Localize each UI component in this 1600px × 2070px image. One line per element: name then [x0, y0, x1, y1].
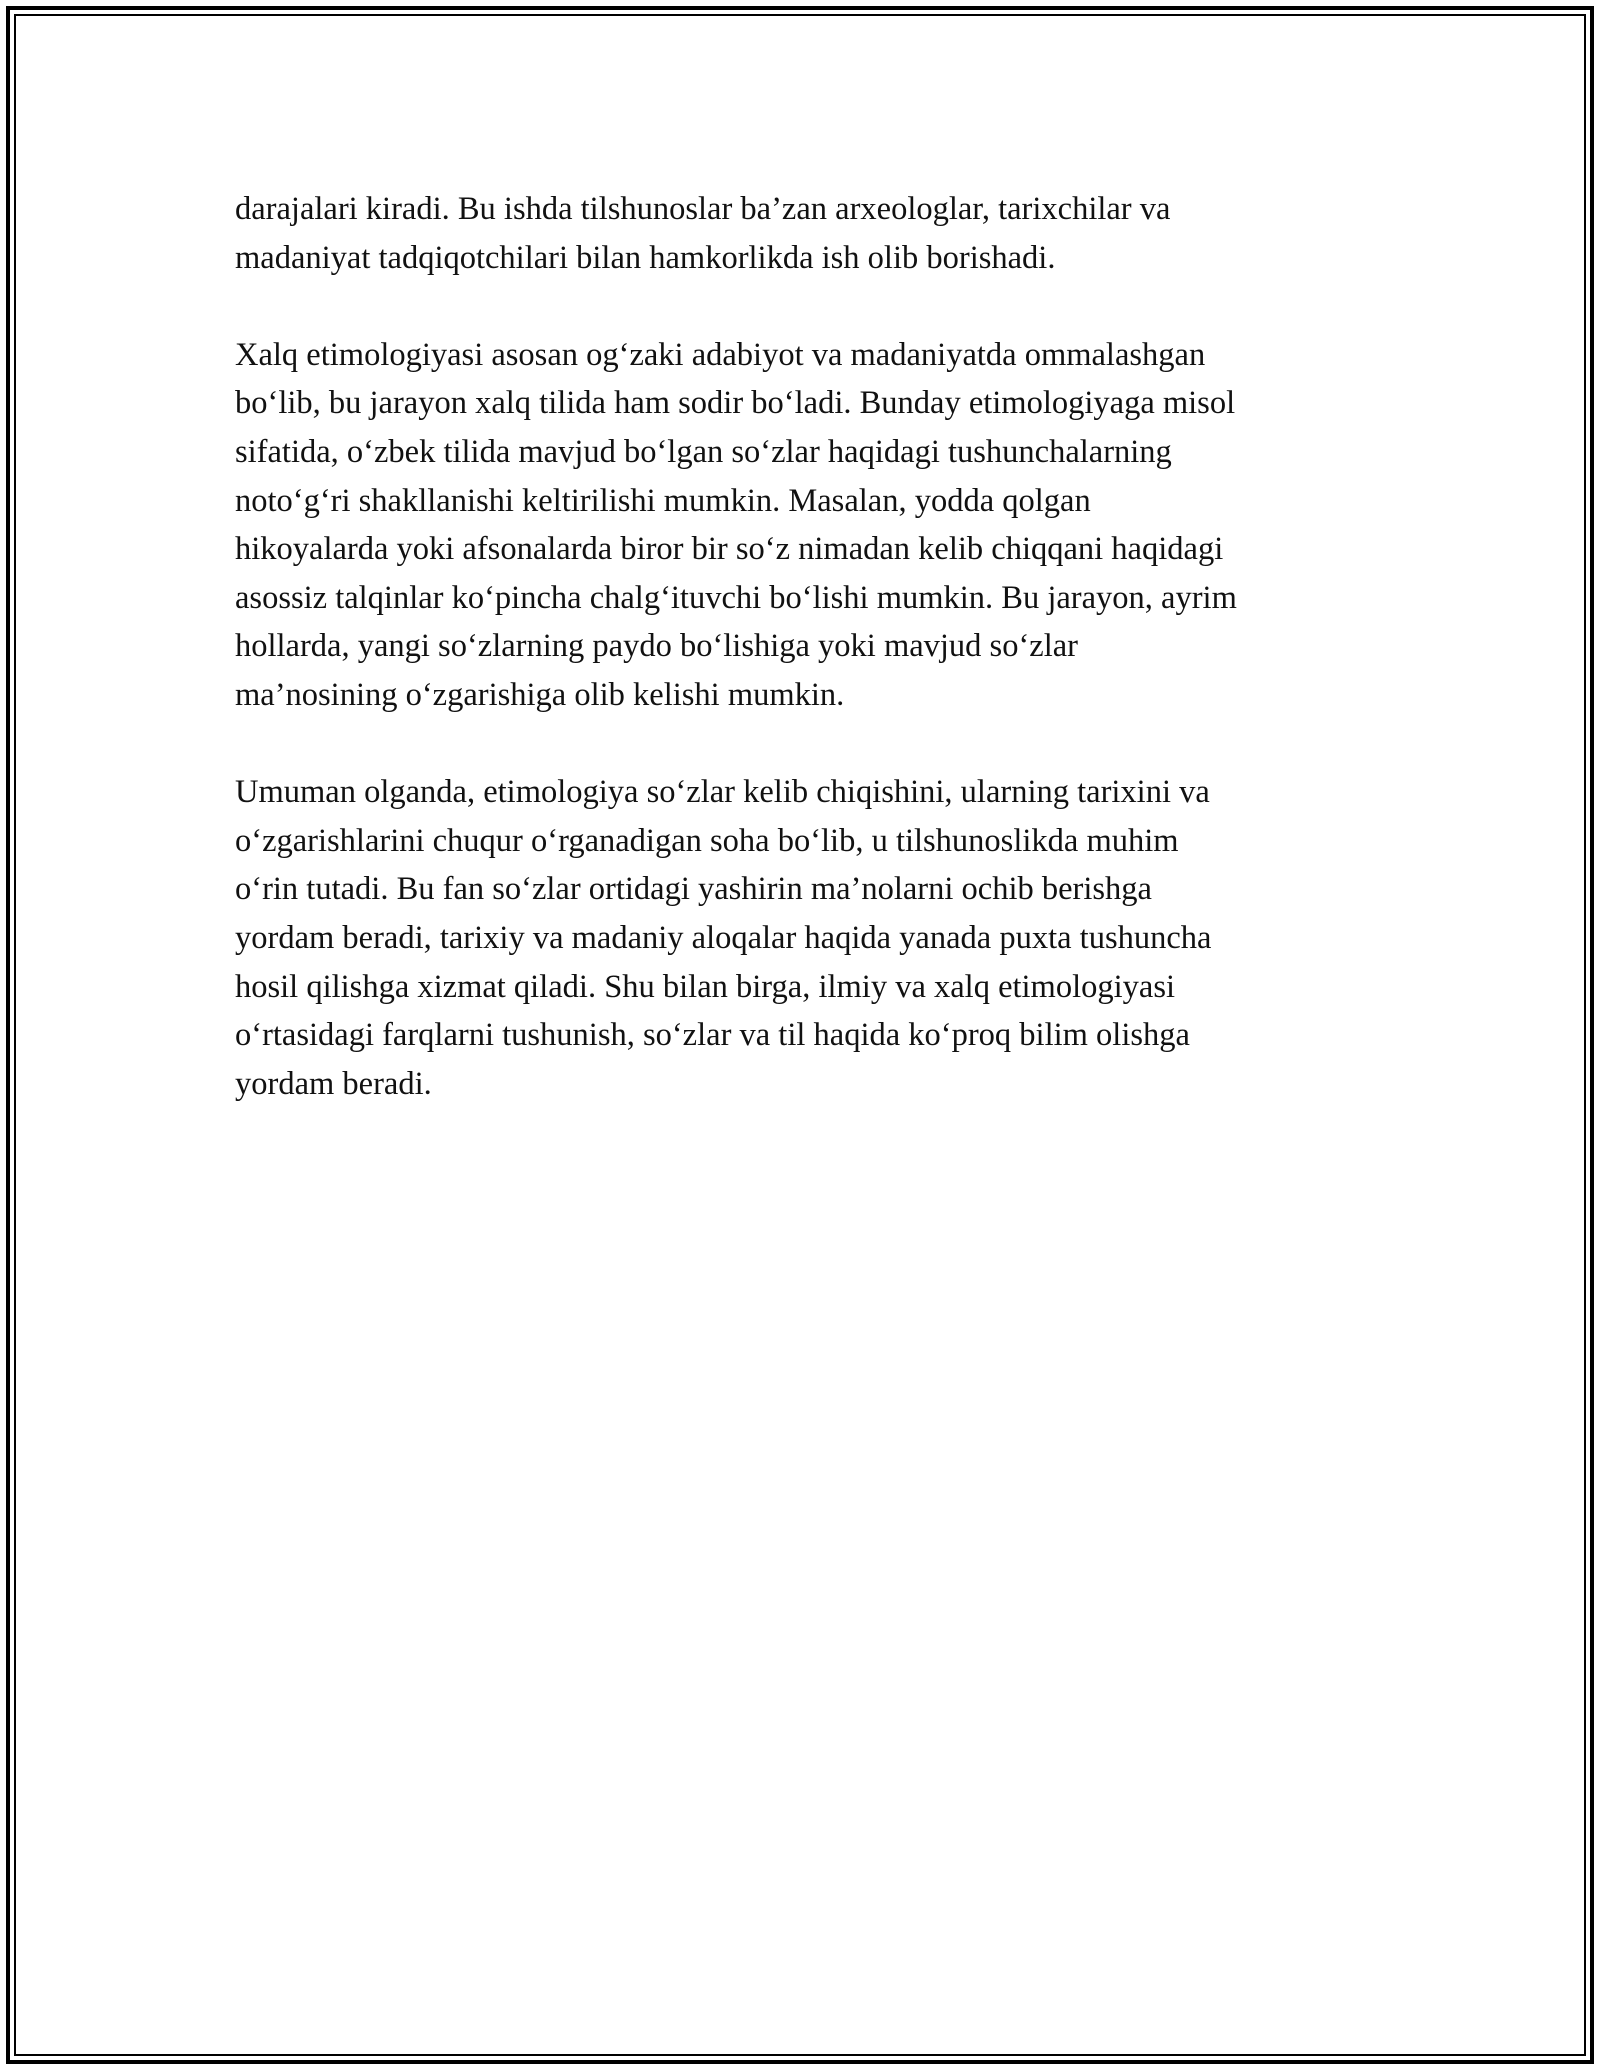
paragraph-3 — [235, 768, 1385, 1108]
text-line: Umuman olganda, etimologiya so‘zlar kelib chiqishini, ularning tarixini va — [235, 774, 1210, 811]
text-line: Xalq etimologiyasi asosan og‘zaki adabiyot va madaniyatda ommalashgan — [235, 336, 1206, 373]
text-line: asossiz talqinlar ko‘pincha chalg‘ituvchi bo‘lishi mumkin. Bu jarayon, ayrim — [235, 579, 1237, 616]
text-line: yordam beradi. — [235, 1065, 432, 1102]
document-body — [235, 185, 1385, 1157]
text-line: darajalari kiradi. Bu ishda tilshunoslar ba’zan arxeologlar, tarixchilar va — [235, 191, 1171, 227]
text-line: o‘rin tutadi. Bu fan so‘zlar ortidagi yashirin ma’nolarni ochib berishga — [235, 871, 1152, 908]
text-line: yordam beradi, tarixiy va madaniy aloqalar haqida yanada puxta tushuncha — [235, 919, 1212, 956]
text-line: o‘zgarishlarini chuqur o‘rganadigan soha bo‘lib, u tilshunoslikda muhim — [235, 822, 1179, 859]
paragraph-1 — [235, 185, 1385, 282]
text-line: sifatida, o‘zbek tilida mavjud bo‘lgan so‘zlar haqidagi tushunchalarning — [235, 433, 1172, 470]
text-line: hikoyalarda yoki afsonalarda biror bir so‘z nimadan kelib chiqqani haqidagi — [235, 531, 1224, 568]
paragraph-2 — [235, 331, 1385, 720]
text-line: noto‘g‘ri shakllanishi keltirilishi mumkin. Masalan, yodda qolgan — [235, 482, 1091, 519]
text-line: o‘rtasidagi farqlarni tushunish, so‘zlar va til haqida ko‘proq bilim olishga — [235, 1017, 1190, 1054]
text-line: bo‘lib, bu jarayon xalq tilida ham sodir bo‘ladi. Bunday etimologiyaga misol — [235, 385, 1236, 422]
text-line: ma’nosining o‘zgarishiga olib kelishi mumkin. — [235, 676, 845, 713]
text-line: madaniyat tadqiqotchilari bilan hamkorlikda ish olib borishadi. — [235, 239, 1056, 276]
text-line: hollarda, yangi so‘zlarning paydo bo‘lishiga yoki mavjud so‘zlar — [235, 628, 1078, 665]
text-line: hosil qilishga xizmat qiladi. Shu bilan birga, ilmiy va xalq etimologiyasi — [235, 968, 1175, 1005]
